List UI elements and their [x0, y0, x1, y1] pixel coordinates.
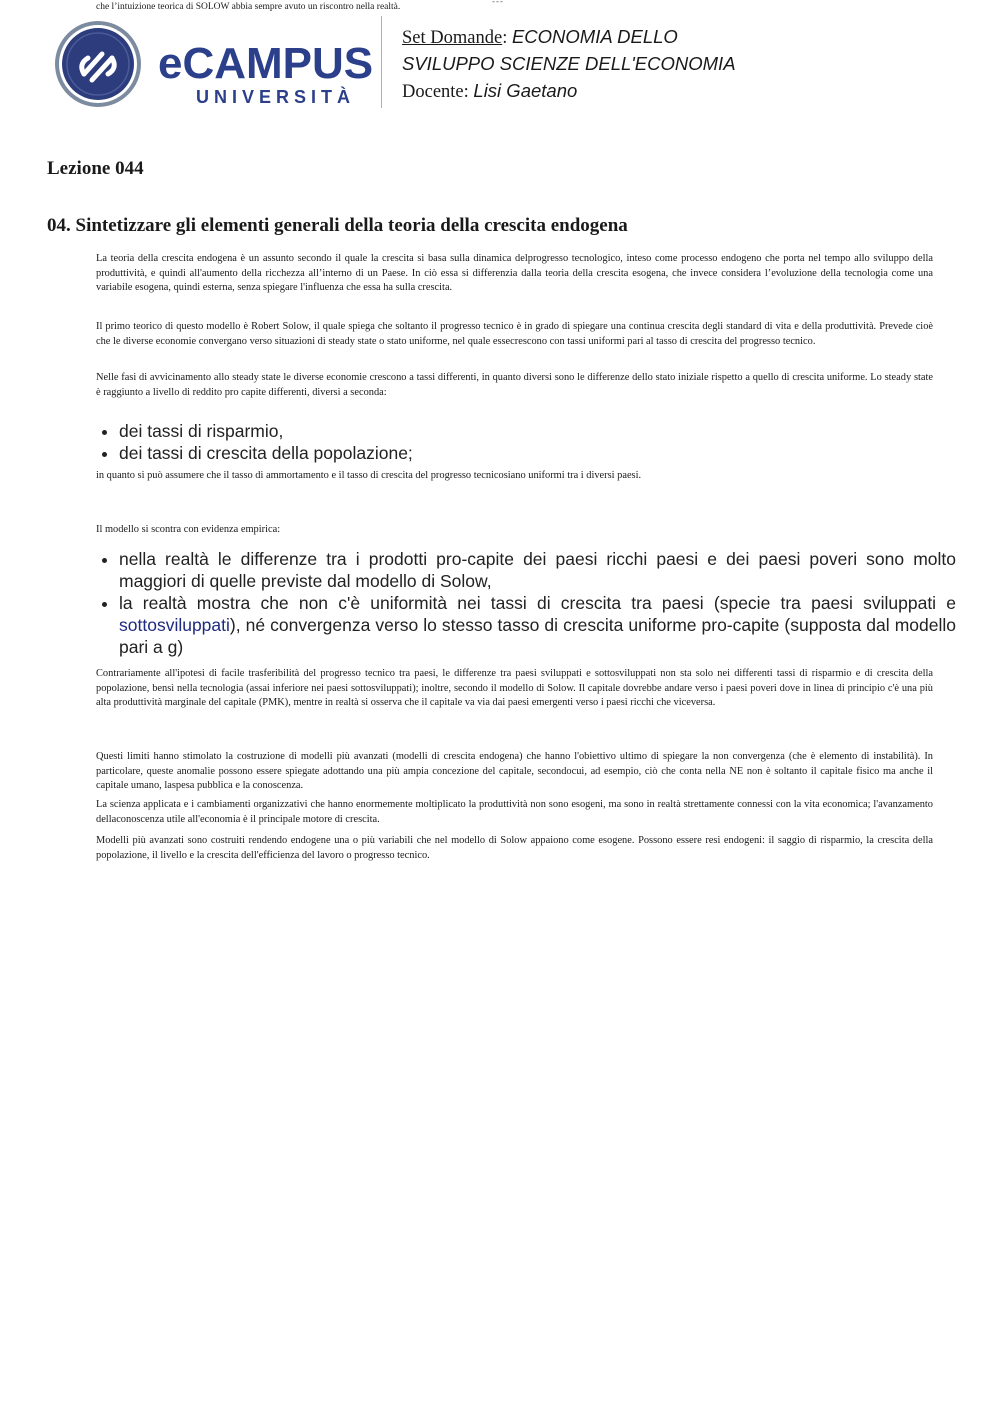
paragraph-4: in quanto si può assumere che il tasso di ammortamento e il tasso di crescita del progresso tecnicosiano uniformi tra i diversi paesi.: [96, 470, 642, 481]
paragraph-6: Contrariamente all'ipotesi di facile trasferibilità del progresso tecnico tra paesi, le differenze tra paesi sviluppati e sottosviluppati non sta solo nei differenti tassi di risparmio e di crescita della popolazione, bensì nella tecnologia (assai inferiore nei paesi sottosviluppati); inoltre, secondo il modello di Solow. Il capitale dovrebbe andare verso i paesi poveri dove in linea di principio c'è una più alta produttività marginale del capitale (PMK), mentre in realtà si osserva che il capitale va via dai paesi emergenti verso i paesi ricchi che viceversa.: [96, 668, 933, 709]
list-item-text: ), né convergenza verso lo stesso tasso di crescita uniforme pro-capite (supposta dal modello pari a g): [119, 615, 956, 657]
question-title: 04. Sintetizzare gli elementi generali della teoria della crescita endogena: [47, 215, 628, 236]
paragraph-1: La teoria della crescita endogena è un assunto secondo il quale la crescita si basa sulla dinamica delprogresso tecnologico, inteso come processo endogeno che porta nel tempo allo sviluppo della produttività, e quindi all'aumento della ricchezza all’interno di un Paese. In ciò essa si differenzia dalla teoria della crescita esogena, che invece considera l’evoluzione della tecnologia come una variabile esogena, quindi esterna, senza spiegare l'influenza che essa ha sulla crescita.: [96, 253, 933, 294]
set-info: [402, 24, 736, 105]
brand-wordmark: [158, 39, 374, 108]
set-value-line2: SVILUPPO SCIENZE DELL'ECONOMIA: [402, 53, 736, 74]
brand-subtitle: UNIVERSITÀ: [196, 87, 356, 107]
bullet-list-factors: [96, 420, 956, 464]
paragraph-5: Il modello si scontra con evidenza empirica:: [96, 524, 281, 535]
list-item-text: la realtà mostra che non c'è uniformità nei tassi di crescita tra paesi (specie tra paesi sviluppati e: [119, 593, 956, 613]
paragraph-9: Modelli più avanzati sono costruiti rendendo endogene una o più variabili che nel modello di Solow appaiono come esogene. Possono essere resi endogeni: il saggio di risparmio, la crescita della popolazione, il livello e la crescita dell'efficienza del lavoro o progresso tecnico.: [96, 835, 933, 861]
sottosviluppati-link[interactable]: sottosviluppati: [119, 615, 230, 635]
top-marker: ---: [492, 0, 504, 6]
list-item: [119, 592, 956, 658]
ecampus-seal-logo: [54, 20, 142, 108]
docente-label: Docente:: [402, 82, 469, 102]
header-divider: [381, 16, 382, 108]
set-separator: :: [502, 28, 508, 48]
paragraph-2: Il primo teorico di questo modello è Robert Solow, il quale spiega che soltanto il progresso tecnico è in grado di spiegare una continua crescita degli standard di vita e della produttività. Prevede cioè che le diverse economie convergano verso situazioni di steady state o stato uniforme, nel quale essecrescono con tassi uniformi pari al tasso di crescita del progresso tecnico.: [96, 321, 933, 347]
paragraph-8: La scienza applicata e i cambiamenti organizzativi che hanno enormemente moltiplicato la produttività non sono esogeni, ma sono in realtà strettamente connessi con la vita economica; l'avanzamento dellaconoscenza utile all'economia è il principale motore di crescita.: [96, 799, 933, 825]
docente-value: Lisi Gaetano: [473, 80, 578, 101]
list-item: • dei tassi di risparmio,: [119, 420, 956, 442]
top-continuation-text: che l’intuizione teorica di SOLOW abbia sempre avuto un riscontro nella realtà.: [96, 2, 401, 12]
bullet-list-evidence: [96, 548, 956, 658]
document-header: [50, 16, 950, 112]
lesson-heading: Lezione 044: [47, 158, 144, 179]
list-item: • nella realtà le differenze tra i prodotti pro-capite dei paesi ricchi paesi e dei paesi poveri sono molto maggiori di quelle previste dal modello di Solow,: [119, 548, 956, 592]
paragraph-3: Nelle fasi di avvicinamento allo steady state le diverse economie crescono a tassi differenti, in quanto diversi sono le differenze dello stato iniziale rispetto a quello di crescita uniforme. Lo steady state è raggiunto a livello di reddito pro capite differenti, diversi a seconda:: [96, 372, 933, 398]
set-value-line1: ECONOMIA DELLO: [511, 26, 678, 47]
list-item: • dei tassi di crescita della popolazione;: [119, 442, 956, 464]
brand-name: eCAMPUS: [158, 39, 374, 88]
paragraph-7: Questi limiti hanno stimolato la costruzione di modelli più avanzati (modelli di crescita endogena) che hanno l'obiettivo ultimo di spiegare la non convergenza (che è elemento di instabilità). In particolare, queste anomalie possono essere spiegate adottando una più ampia concezione del capitale, secondocui, ad esempio, ciò che conta nella NE non è soltanto il capitale fisico ma anche il capitale umano, laspesa pubblica e la conoscenza.: [96, 751, 933, 792]
set-label: Set Domande: [402, 28, 503, 48]
